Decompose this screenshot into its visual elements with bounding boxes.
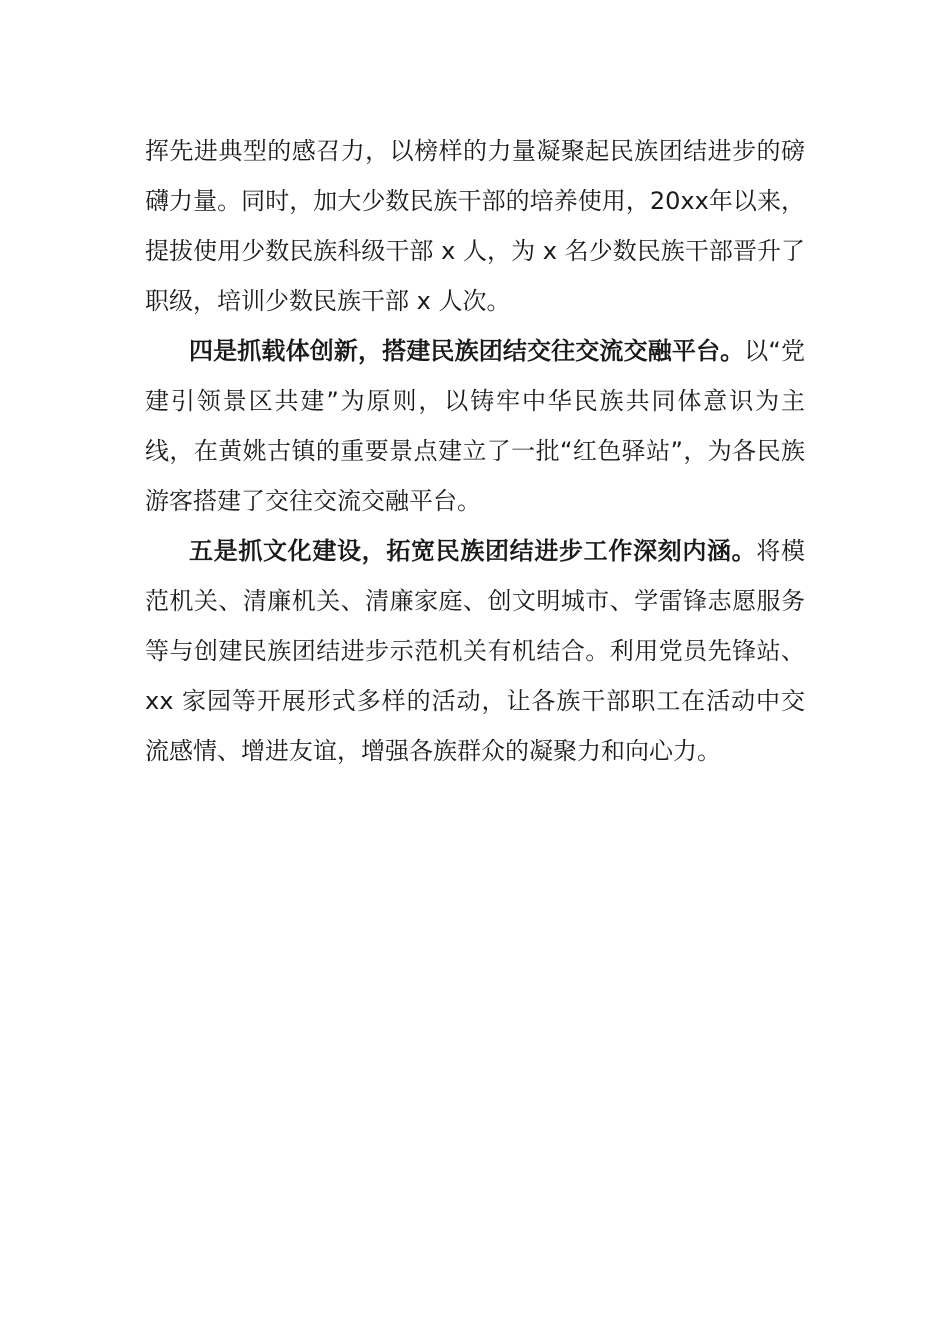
paragraph-item-four bbox=[145, 326, 805, 526]
paragraph-lead-bold: 四是抓载体创新，搭建民族团结交往交流交融平台。 bbox=[189, 337, 745, 365]
paragraph-text: 将模范机关、清廉机关、清廉家庭、创文明城市、学雷锋志愿服务等与创建民族团结进步示范机关有机结合。利用党员先锋站、xx 家园等开展形式多样的活动，让各族干部职工在活动中交流感情、增进友谊，增强各族群众的凝聚力和向心力。 bbox=[145, 537, 806, 765]
paragraph-text: 以“党建引领景区共建”为原则，以铸牢中华民族共同体意识为主线，在黄姚古镇的重要景点建立了一批“红色驿站”，为各民族游客搭建了交往交流交融平台。 bbox=[145, 337, 805, 515]
paragraph-item-five bbox=[145, 526, 805, 776]
paragraph-continuation bbox=[145, 126, 805, 326]
paragraph-text: 挥先进典型的感召力，以榜样的力量凝聚起民族团结进步的磅礴力量。同时，加大少数民族干部的培养使用，20xx年以来，提拔使用少数民族科级干部 x 人，为 x 名少数民族干部晋升了职级，培训少数民族干部 x 人次。 bbox=[145, 137, 805, 315]
paragraph-lead-bold: 五是抓文化建设，拓宽民族团结进步工作深刻内涵。 bbox=[189, 537, 757, 565]
document-body bbox=[145, 126, 805, 776]
